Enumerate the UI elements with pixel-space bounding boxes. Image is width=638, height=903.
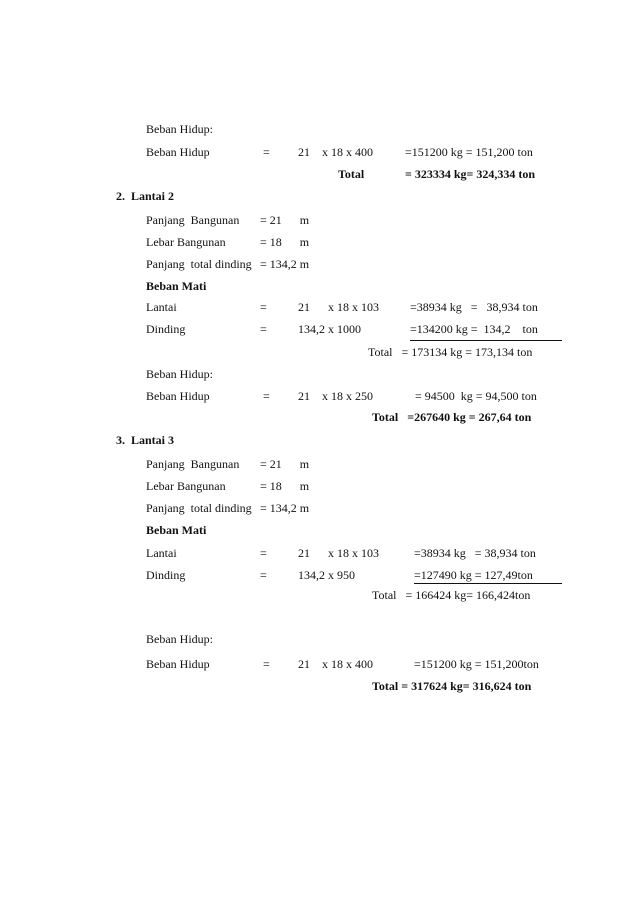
panjang-value: = 21 m <box>260 457 310 471</box>
panjang-label: Panjang Bangunan <box>146 213 240 227</box>
row-calc: 134,2 x 950 <box>298 568 355 582</box>
row-result: =151200 kg = 151,200 ton <box>405 145 533 159</box>
row-label: Lantai <box>146 300 177 314</box>
total-label: Total <box>338 167 365 181</box>
panjang-label: Panjang Bangunan <box>146 457 240 471</box>
row-label: Beban Hidup <box>146 389 210 403</box>
dinding-total-label: Panjang total dinding <box>146 257 252 271</box>
total-value: = 323334 kg= 324,334 ton <box>405 167 536 181</box>
row-calc: 21 x 18 x 103 <box>298 300 379 314</box>
panjang-value: = 21 m <box>260 213 310 227</box>
lebar-label: Lebar Bangunan <box>146 235 226 249</box>
row-label: Dinding <box>146 568 186 582</box>
sum-rule <box>410 340 562 341</box>
row-equals: = <box>260 568 267 582</box>
row-result: =134200 kg = 134,2 ton <box>410 322 538 336</box>
section-heading-lantai-2: 2. Lantai 2 <box>116 189 175 203</box>
row-equals: = <box>260 546 267 560</box>
section-heading-lantai-3: 3. Lantai 3 <box>116 433 175 447</box>
dinding-total-label: Panjang total dinding <box>146 501 252 515</box>
total-value: Total =267640 kg = 267,64 ton <box>372 410 532 424</box>
row-equals: = <box>263 389 270 403</box>
row-result: =151200 kg = 151,200ton <box>414 657 539 671</box>
row-label: Beban Hidup <box>146 657 210 671</box>
total-value: Total = 317624 kg= 316,624 ton <box>372 679 532 693</box>
row-equals: = <box>260 300 267 314</box>
row-label: Lantai <box>146 546 177 560</box>
dinding-total-value: = 134,2 m <box>260 501 310 515</box>
dinding-total-value: = 134,2 m <box>260 257 310 271</box>
row-result: = 94500 kg = 94,500 ton <box>415 389 537 403</box>
row-result: =127490 kg = 127,49ton <box>414 568 533 582</box>
subtotal: Total = 166424 kg= 166,424ton <box>372 588 531 602</box>
row-equals: = <box>260 322 267 336</box>
row-calc: 21 x 18 x 103 <box>298 546 379 560</box>
lebar-value: = 18 m <box>260 235 310 249</box>
row-equals: = <box>263 145 270 159</box>
row-result: =38934 kg = 38,934 ton <box>414 546 536 560</box>
row-equals: = <box>263 657 270 671</box>
beban-mati-heading: Beban Mati <box>146 279 207 293</box>
beban-hidup-heading: Beban Hidup: <box>146 367 213 381</box>
lebar-value: = 18 m <box>260 479 310 493</box>
lebar-label: Lebar Bangunan <box>146 479 226 493</box>
beban-mati-heading: Beban Mati <box>146 523 207 537</box>
beban-hidup-heading: Beban Hidup: <box>146 632 213 646</box>
subtotal: Total = 173134 kg = 173,134 ton <box>368 345 533 359</box>
beban-hidup-heading: Beban Hidup: <box>146 122 213 136</box>
row-calc: 134,2 x 1000 <box>298 322 361 336</box>
row-calc: 21 x 18 x 400 <box>298 145 373 159</box>
row-calc: 21 x 18 x 400 <box>298 657 373 671</box>
row-calc: 21 x 18 x 250 <box>298 389 373 403</box>
row-result: =38934 kg = 38,934 ton <box>410 300 538 314</box>
row-label: Dinding <box>146 322 186 336</box>
row-label: Beban Hidup <box>146 145 210 159</box>
sum-rule <box>414 583 562 584</box>
